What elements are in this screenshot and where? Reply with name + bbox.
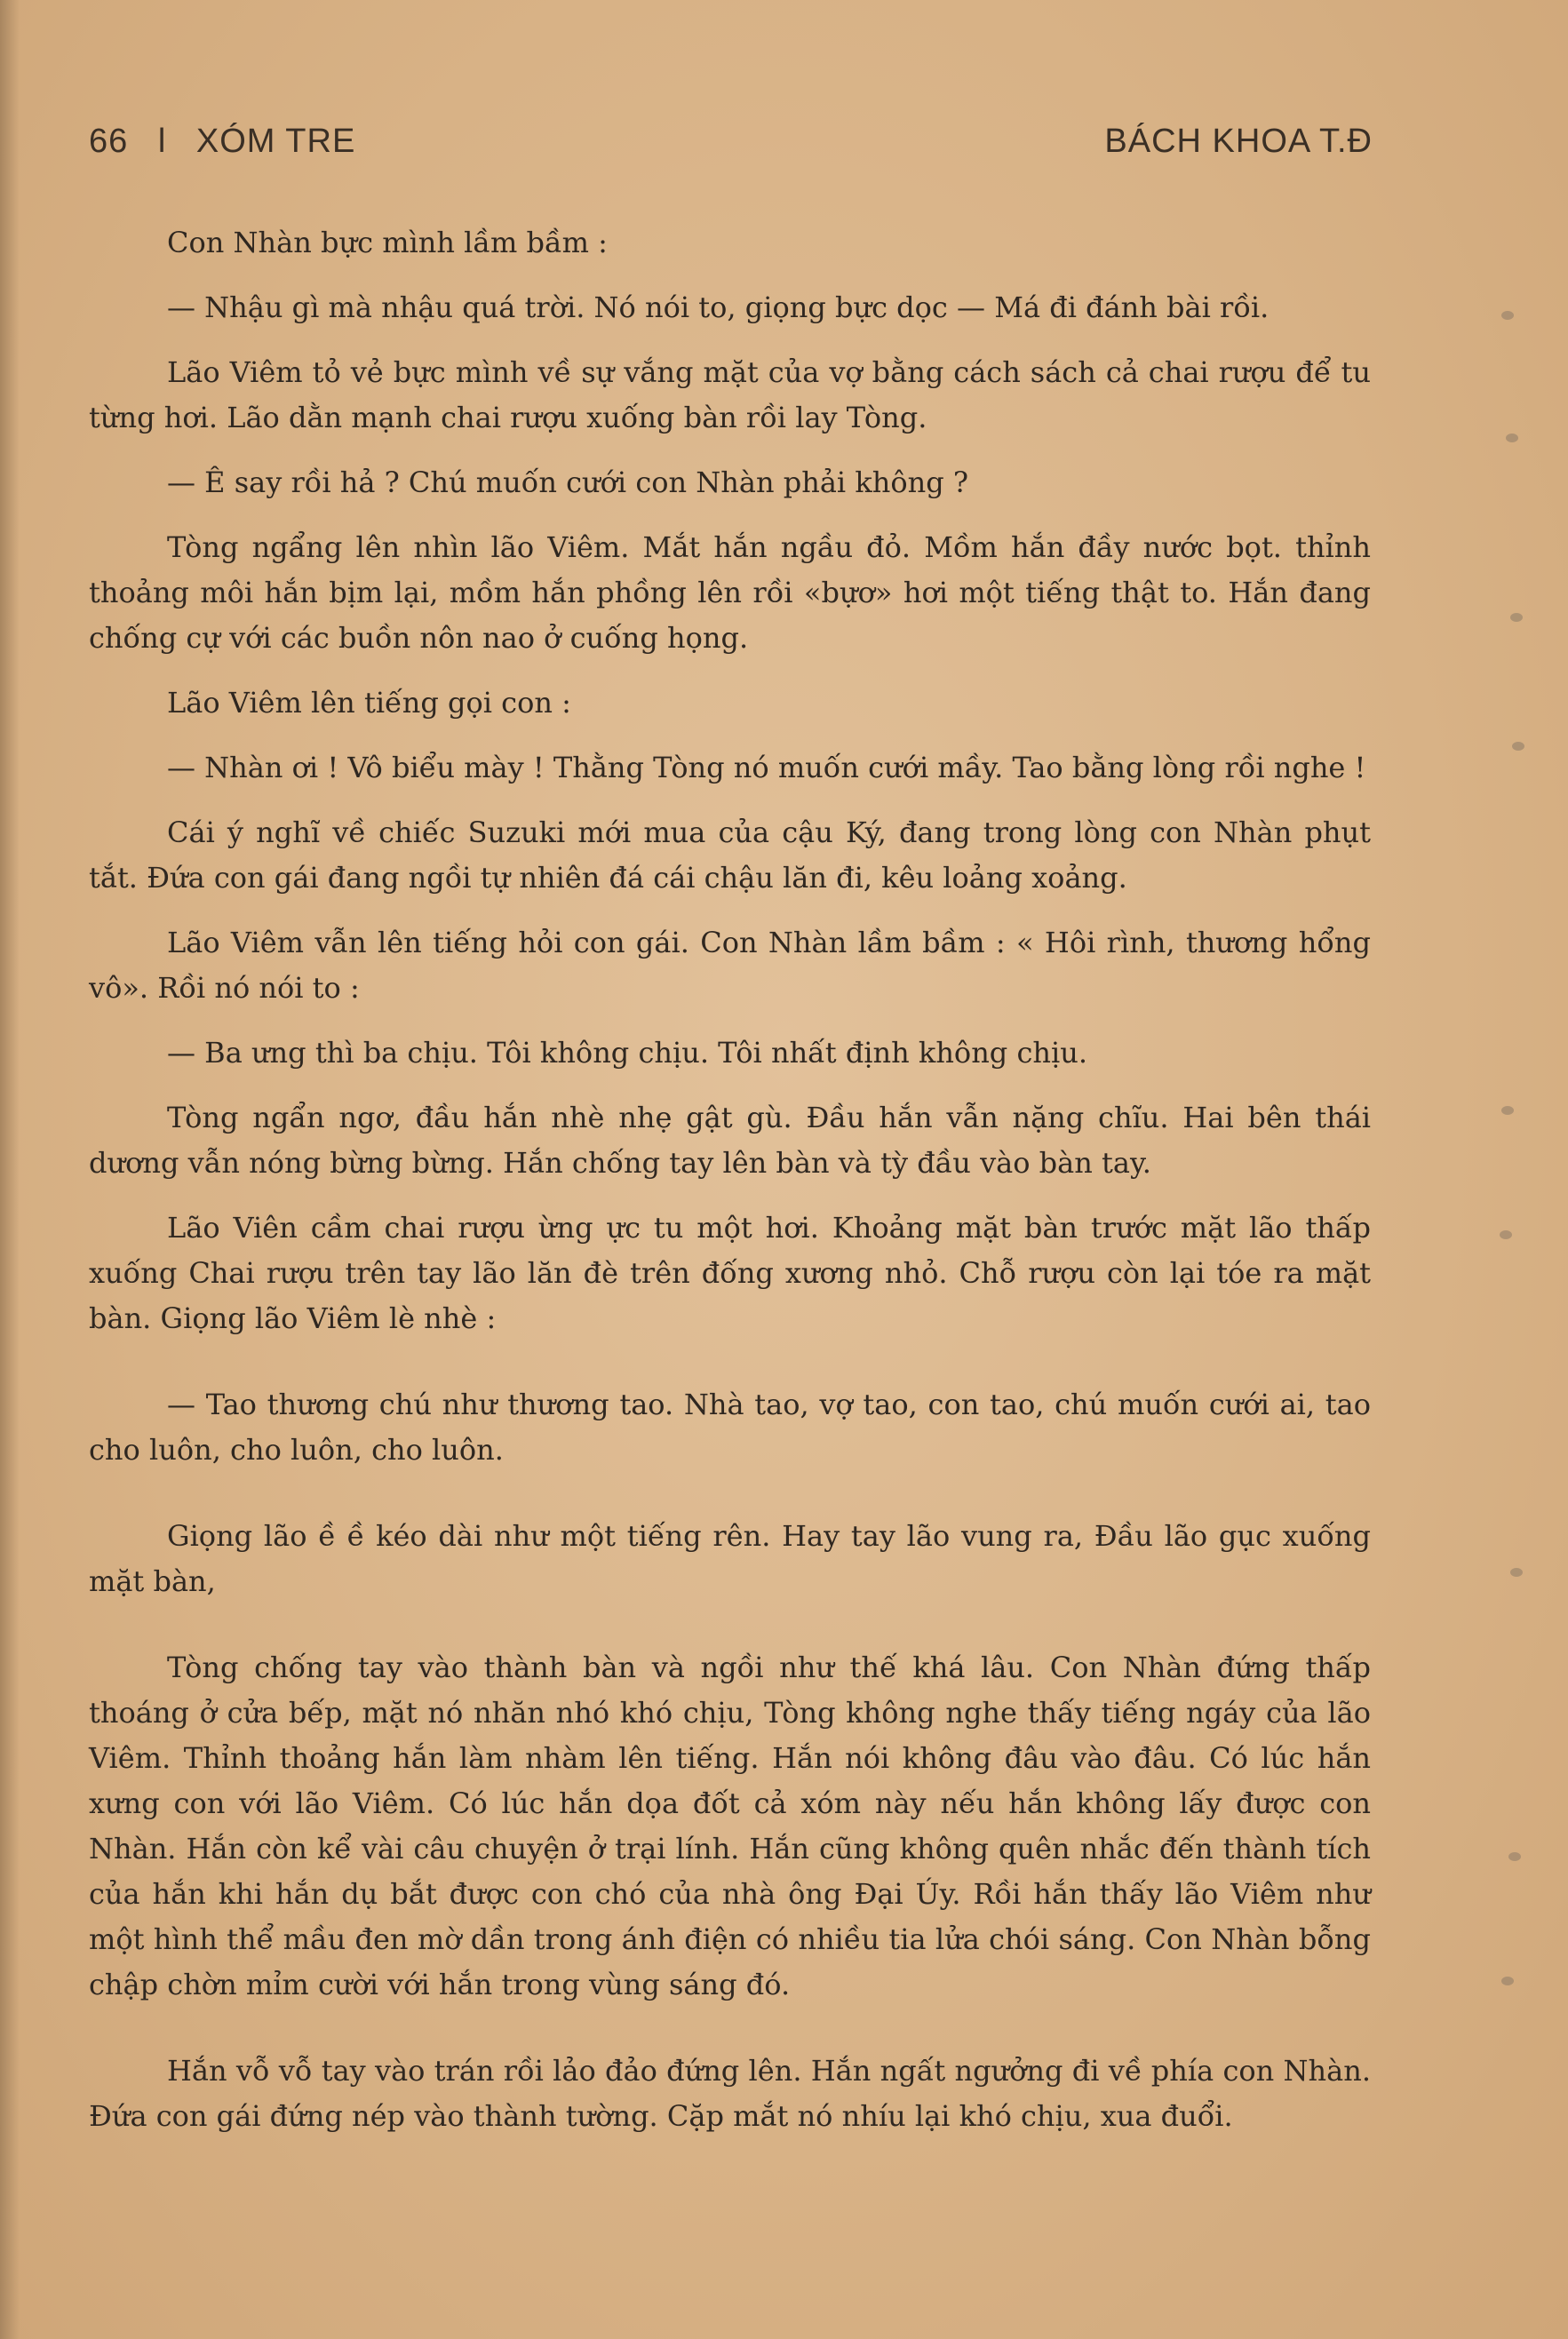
paragraph: — Nhàn ơi ! Vô biểu mày ! Thằng Tòng nó muốn cưới mầy. Tao bằng lòng rồi nghe ! <box>167 751 1366 784</box>
paragraph: Lão Viêm tỏ vẻ bực mình về sự vắng mặt của vợ bằng cách sách cả chai rượu để tu từng hơi. Lão dằn mạnh chai rượu xuống bàn rồi lay Tòng. <box>89 355 1371 434</box>
paper-speck <box>1510 1568 1523 1577</box>
page-number: 66 <box>89 123 129 160</box>
paper-speck <box>1508 1852 1521 1861</box>
paragraph: Lão Viêm vẫn lên tiếng hỏi con gái. Con Nhàn lầm bầm : « Hôi rình, thương hổng vô». Rồi nó nói to : <box>89 926 1371 1005</box>
paragraph: Hắn vỗ vỗ tay vào trán rồi lảo đảo đứng lên. Hắn ngất ngưởng đi về phía con Nhàn. Đứa con gái đứng nép vào thành tường. Cặp mắt nó nhíu lại khó chịu, xua đuổi. <box>89 2054 1371 2133</box>
paper-speck <box>1500 1230 1512 1239</box>
paragraph: Lão Viên cầm chai rượu ừng ực tu một hơi. Khoảng mặt bàn trước mặt lão thấp xuống Chai rượu trên tay lão lăn đè trên đống xương nhỏ. Chỗ rượu còn lại tóe ra mặt bàn. Giọng lão Viêm lè nhè : <box>89 1211 1371 1335</box>
paragraph: Cái ý nghĩ về chiếc Suzuki mới mua của cậu Ký, đang trong lòng con Nhàn phụt tắt. Đứa con gái đang ngồi tự nhiên đá cái chậu lăn đi, kêu loảng xoảng. <box>89 815 1371 895</box>
paper-speck <box>1501 1977 1514 1985</box>
paragraph: — Tao thương chú như thương tao. Nhà tao, vợ tao, con tao, chú muốn cưới ai, tao cho luôn, cho luôn, cho luôn. <box>89 1388 1371 1467</box>
paragraph: Tòng ngẩn ngơ, đầu hắn nhè nhẹ gật gù. Đầu hắn vẫn nặng chĩu. Hai bên thái dương vẫn nóng bừng bừng. Hắn chống tay lên bàn và tỳ đầu vào bàn tay. <box>89 1101 1371 1180</box>
paragraph: — Ê say rồi hả ? Chú muốn cưới con Nhàn phải không ? <box>167 465 969 499</box>
paragraph: — Nhậu gì mà nhậu quá trời. Nó nói to, giọng bực dọc — Má đi đánh bài rồi. <box>167 290 1270 324</box>
paragraph: Con Nhàn bực mình lầm bầm : <box>167 226 608 259</box>
body-text <box>89 220 1371 2159</box>
section-title: XÓM TRE <box>195 123 356 160</box>
publication-title: BÁCH KHOA T.Đ <box>1104 123 1373 160</box>
paper-speck <box>1512 742 1524 751</box>
paragraph: Lão Viêm lên tiếng gọi con : <box>167 686 571 720</box>
paragraph: Giọng lão ề ề kéo dài như một tiếng rên. Hay tay lão vung ra, Đầu lão gục xuống mặt bàn, <box>89 1519 1371 1598</box>
paragraph: — Ba ưng thì ba chịu. Tôi không chịu. Tôi nhất định không chịu. <box>167 1036 1087 1070</box>
paragraph: Tòng ngẩng lên nhìn lão Viêm. Mắt hắn ngầu đỏ. Mồm hắn đầy nước bọt. thỉnh thoảng môi hắn bịm lại, mồm hắn phồng lên rồi «bựơ» hơi một tiếng thật to. Hắn đang chống cự với các buồn nôn nao ở cuống họng. <box>89 530 1371 655</box>
header-left <box>89 123 375 161</box>
running-header <box>89 123 1373 161</box>
paper-speck <box>1501 311 1514 320</box>
paper-speck <box>1501 1106 1514 1115</box>
paper-speck <box>1506 434 1518 442</box>
paragraph: Tòng chống tay vào thành bàn và ngồi như thế khá lâu. Con Nhàn đứng thấp thoáng ở cửa bếp, mặt nó nhăn nhó khó chịu, Tòng không nghe thấy tiếng ngáy của lão Viêm. Thỉnh thoảng hắn làm nhàm lên tiếng. Hắn nói không đâu vào đâu. Có lúc hắn xưng con với lão Viêm. Có lúc hắn dọa đốt cả xóm này nếu hắn không lấy được con Nhàn. Hắn còn kể vài câu chuyện ở trại lính. Hắn cũng không quên nhắc đến thành tích của hắn khi hắn dụ bắt được con chó của nhà ông Đại Úy. Rồi hắn thấy lão Viêm như một hình thể mầu đen mờ dần trong ánh điện có nhiều tia lửa chói sáng. Con Nhàn bỗng chập chờn mỉm cười với hắn trong vùng sáng đó. <box>89 1651 1371 2001</box>
paper-speck <box>1510 613 1523 622</box>
header-separator: l <box>157 123 167 160</box>
